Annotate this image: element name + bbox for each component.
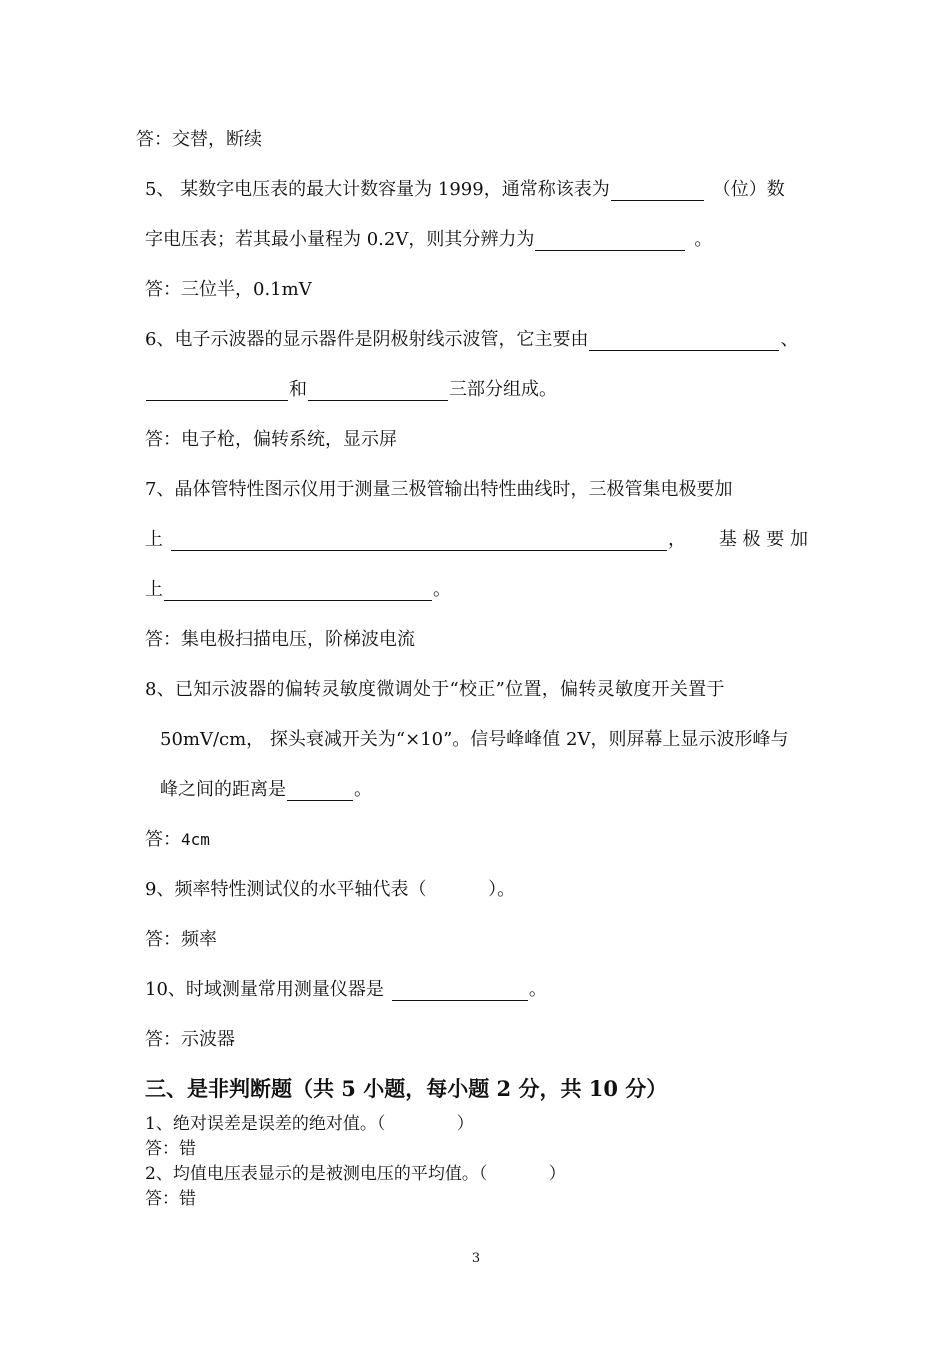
answer-8-prefix: 答： [145,829,181,850]
question-7-blank-1[interactable] [171,532,667,551]
question-10 [145,979,547,1001]
question-10-blank[interactable] [392,982,528,1001]
true-false-2-answer: 答：错 [145,1189,196,1209]
question-8-blank[interactable] [287,782,353,801]
question-5-blank-2[interactable] [535,232,685,251]
question-8-text-b: 。 [354,779,372,800]
question-6-text-a: 6、电子示波器的显示器件是阴极射线示波管，它主要由 [145,329,589,350]
question-7-text-d: 上 [145,579,163,600]
question-10-end: 。 [528,979,547,1000]
answer-8 [145,829,210,851]
question-5-text-d: 。 [694,229,713,250]
true-false-2: 2、均值电压表显示的是被测电压的平均值。（ ） [145,1164,566,1184]
section-3-heading: 三、是非判断题（共 5 小题，每小题 2 分，共 10 分） [145,1076,668,1101]
question-8-line-1: 8、已知示波器的偏转灵敏度微调处于“校正”位置，偏转灵敏度开关置于 [145,679,725,700]
question-7-text-e: 。 [433,579,451,600]
question-7-text-a: 上 [145,529,163,550]
question-7-line-1: 7、晶体管特性图示仪用于测量三极管输出特性曲线时，三极管集电极要加 [145,479,733,500]
question-5-line-2 [145,229,712,251]
question-5-text-c: 字电压表；若其最小量程为 0.2V，则其分辨力为 [145,229,535,250]
question-6-blank-3[interactable] [308,382,448,401]
question-7-text-b: ， [668,529,686,550]
question-6-line-2 [145,379,557,401]
question-6-text-d: 三部分组成。 [449,379,557,400]
question-6-blank-1[interactable] [589,332,779,351]
answer-9: 答：频率 [145,929,217,950]
question-8-text-a: 峰之间的距离是 [160,779,286,800]
question-7-text-c: 基 极 要 加 [718,529,808,550]
question-6-text-b: 、 [780,329,799,350]
question-5-text-a: 5、 某数字电压表的最大计数容量为 1999，通常称该表为 [145,179,610,200]
question-5-text-b: （位）数 [712,179,785,200]
question-7-line-3 [145,579,451,601]
question-9: 9、频率特性测试仪的水平轴代表（ ）。 [145,879,516,900]
question-6-line-1 [145,329,798,351]
question-6-blank-2[interactable] [146,382,288,401]
answer-7: 答：集电极扫描电压，阶梯波电流 [145,629,415,650]
question-8-line-3 [160,779,372,801]
question-8-line-2: 50mV/cm， 探头衰减开关为“×10”。信号峰峰值 2V，则屏幕上显示波形峰与 [160,729,789,750]
question-7-line-2 [145,529,808,551]
question-10-text: 10、时域测量常用测量仪器是 [145,979,384,1000]
question-6-text-c: 和 [289,379,307,400]
page-number: 3 [471,1251,481,1266]
answer-5: 答：三位半，0.1mV [145,279,312,300]
question-5-blank-1[interactable] [611,182,704,201]
true-false-1: 1、绝对误差是误差的绝对值。（ ） [145,1114,474,1134]
answer-6: 答：电子枪，偏转系统，显示屏 [145,429,397,450]
answer-8-value: 4cm [181,830,210,849]
answer-10: 答：示波器 [145,1029,235,1050]
answer-4: 答：交替，断续 [136,129,262,150]
question-7-blank-2[interactable] [164,582,432,601]
question-5-line-1 [145,179,785,201]
true-false-1-answer: 答：错 [145,1139,196,1159]
